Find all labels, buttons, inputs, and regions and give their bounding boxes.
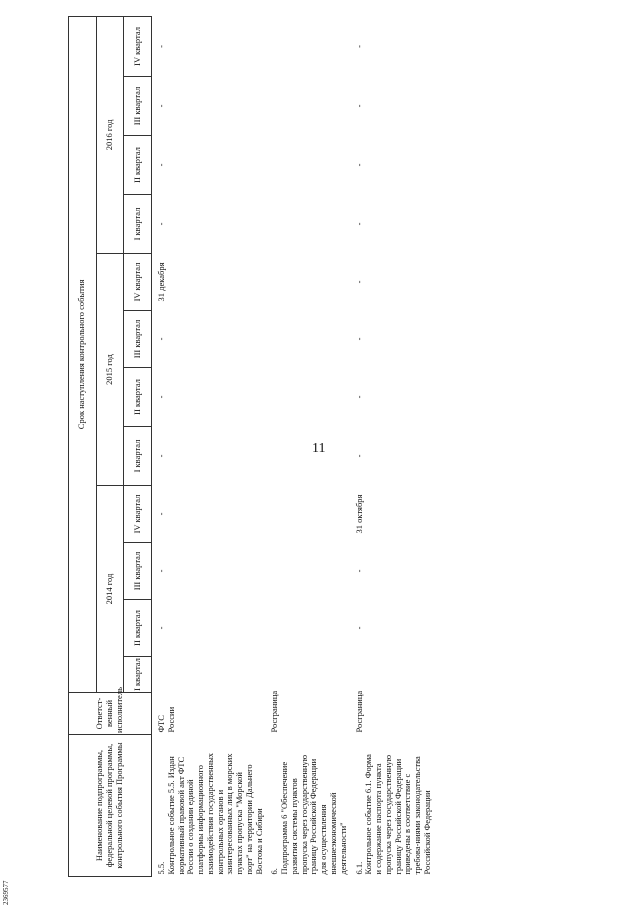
quarter-cell: - <box>156 222 166 226</box>
row-title: Контрольное событие 5.5. Издан нормативный правовой акт ФТС России о создании единой платформы информационного взаимодействия государственных контрольных органов и заинтересованных лиц в морских пунктах пропуска "Морской порт" на территории Дальнего Востока и Сибири <box>165 752 264 875</box>
quarter-cell <box>267 136 351 195</box>
header-quarter: I квартал <box>124 657 152 693</box>
page-number: 11 <box>312 441 326 456</box>
quarter-cell <box>267 543 351 600</box>
quarter-cell: - <box>353 337 364 341</box>
quarter-cell: - <box>156 395 166 399</box>
quarter-cell: - <box>156 569 166 573</box>
table-row <box>267 16 351 876</box>
row-name-cell <box>352 735 436 877</box>
quarter-cell <box>267 311 351 368</box>
header-name: Наименование подпрограммы, федеральной целевой программы, контрольного события Программы <box>69 735 152 877</box>
header-quarter: III квартал <box>124 543 152 600</box>
quarter-cell: 31 октября <box>353 494 364 534</box>
row-responsible: Росграница <box>353 690 364 733</box>
quarter-cell: - <box>353 454 364 458</box>
quarter-cell: - <box>156 626 166 630</box>
quarter-cell <box>152 657 268 693</box>
header-quarter: III квартал <box>124 311 152 368</box>
table-row <box>152 16 268 876</box>
document-code: 2369577 <box>2 880 10 905</box>
header-quarter: II квартал <box>124 368 152 427</box>
table-row <box>352 16 436 876</box>
header-quarter: III квартал <box>124 77 152 136</box>
row-title: Подпрограмма 6 "Обеспечение развития системы пунктов пропуска через государственную границу Российской Федерации для осуществления внешнеэкономической деятельности" <box>279 754 348 875</box>
row-responsible: ФТС России <box>156 706 176 733</box>
header-quarter: IV квартал <box>124 254 152 311</box>
row-name-cell <box>152 735 268 877</box>
quarter-cell: - <box>156 512 166 516</box>
quarter-cell <box>352 657 436 693</box>
quarter-cell <box>267 486 351 543</box>
quarter-cell: - <box>353 163 364 167</box>
rotated-table-container <box>68 17 468 877</box>
header-year-2016: 2016 год <box>96 16 124 253</box>
quarter-cell: - <box>353 104 364 108</box>
header-quarter: II квартал <box>124 600 152 657</box>
quarter-cell: - <box>353 45 364 48</box>
row-title: Контрольное событие 6.1. Форма и содержание паспорта пункта пропуска через государственную границу Российской Федерации приведены в соответствие с требова-ниями законодательства Российской Федерации <box>363 754 432 875</box>
quarter-cell <box>267 427 351 486</box>
quarter-cell: 31 декабря <box>156 262 166 302</box>
row-number: 6. <box>269 868 280 875</box>
header-quarter: IV квартал <box>124 16 152 76</box>
quarter-cell: - <box>353 222 364 226</box>
row-name-cell <box>267 735 351 877</box>
quarter-cell: - <box>156 454 166 458</box>
quarter-cell: - <box>353 280 364 284</box>
quarter-cell: - <box>156 337 166 341</box>
quarter-cell: - <box>353 569 364 573</box>
quarter-cell <box>267 195 351 254</box>
row-number: 5.5. <box>156 861 166 875</box>
control-events-table <box>68 16 436 877</box>
row-number: 6.1. <box>353 861 364 875</box>
quarter-cell: - <box>156 104 166 108</box>
quarter-cell <box>267 600 351 657</box>
quarter-cell: - <box>353 395 364 399</box>
header-quarter: I квартал <box>124 195 152 254</box>
header-deadline: Срок наступления контрольного события <box>69 16 97 692</box>
quarter-cell <box>267 657 351 693</box>
row-responsible: Росграница <box>269 690 280 733</box>
header-year-2015: 2015 год <box>96 254 124 486</box>
quarter-cell <box>267 368 351 427</box>
header-responsible: Ответст-венный исполнитель <box>69 693 152 735</box>
quarter-cell <box>267 254 351 311</box>
quarter-cell: - <box>353 626 364 630</box>
quarter-cell <box>267 16 351 76</box>
quarter-cell: - <box>156 45 166 48</box>
header-quarter: I квартал <box>124 427 152 486</box>
header-quarter: IV квартал <box>124 486 152 543</box>
quarter-cell: - <box>156 163 166 167</box>
header-year-2014: 2014 год <box>96 486 124 693</box>
header-quarter: II квартал <box>124 136 152 195</box>
quarter-cell <box>267 77 351 136</box>
